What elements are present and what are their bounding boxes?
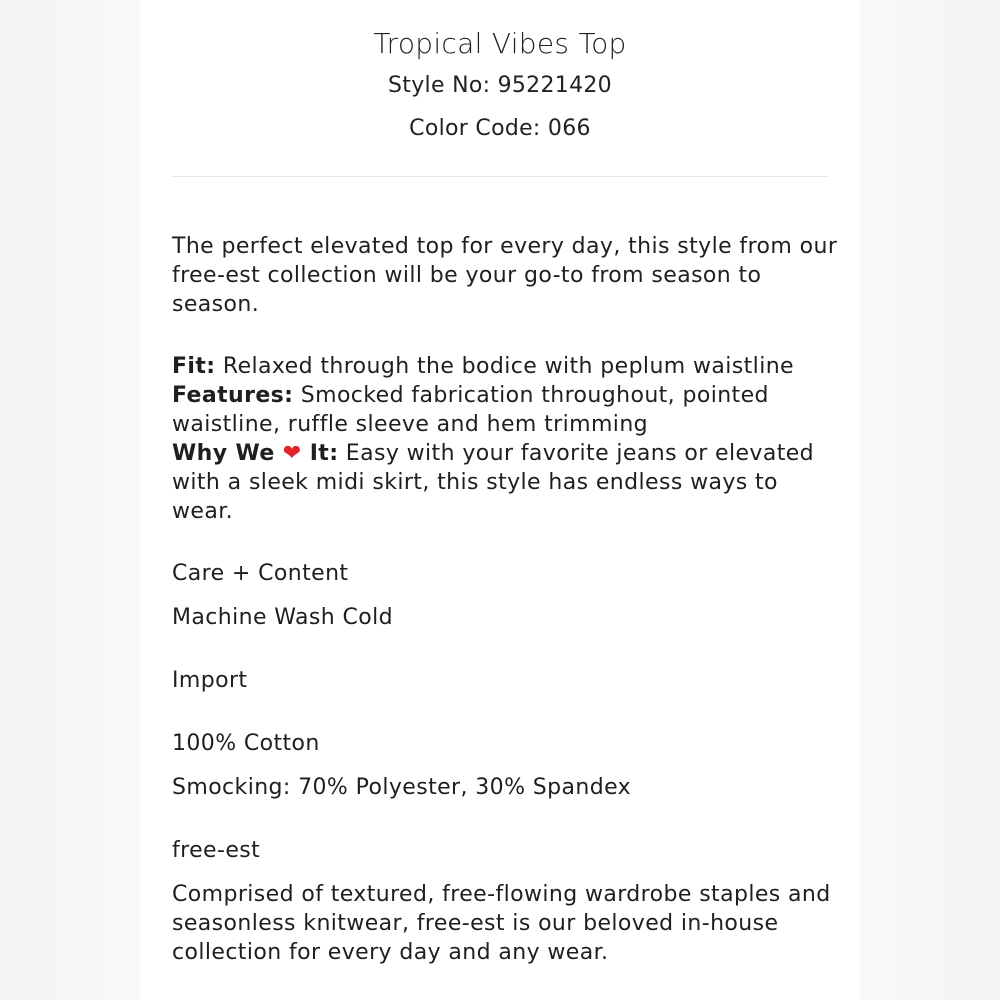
why-label-prefix: Why We <box>172 441 283 466</box>
care-material: 100% Cotton <box>172 731 320 756</box>
care-origin: Import <box>172 668 248 693</box>
why-text: Easy with your favorite jeans or elevated with a sleek midi skirt, this style has endless ways to wear. <box>172 441 815 524</box>
product-details-card <box>140 0 860 1000</box>
fit-text: Relaxed through the bodice with peplum waistline <box>215 354 794 379</box>
left-backdrop <box>0 0 140 1000</box>
header-divider <box>172 176 828 177</box>
product-description <box>172 232 842 967</box>
style-number: Style No: 95221420 <box>388 73 612 98</box>
fit-label: Fit: <box>172 354 216 379</box>
care-wash: Machine Wash Cold <box>172 605 394 630</box>
features-text: Smocked fabrication throughout, pointed waistline, ruffle sleeve and hem trimming <box>172 383 769 437</box>
product-title: Tropical Vibes Top <box>373 27 627 60</box>
color-code: Color Code: 066 <box>409 116 591 141</box>
collection-text: Comprised of textured, free-flowing wardrobe staples and seasonless knitwear, free-est is our beloved in-house collection for every day and any wear. <box>172 882 831 965</box>
product-header <box>140 0 860 150</box>
heart-icon: ❤ <box>282 441 302 466</box>
care-heading: Care + Content <box>172 561 349 586</box>
why-label-suffix: It: <box>301 441 339 466</box>
care-smocking: Smocking: 70% Polyester, 30% Spandex <box>172 775 632 800</box>
collection-name: free-est <box>172 838 261 863</box>
features-label: Features: <box>172 383 294 408</box>
intro-text: The perfect elevated top for every day, this style from our free-est collection will be your go-to from season to season. <box>172 234 838 317</box>
details-block <box>172 352 842 526</box>
right-backdrop <box>860 0 1000 1000</box>
